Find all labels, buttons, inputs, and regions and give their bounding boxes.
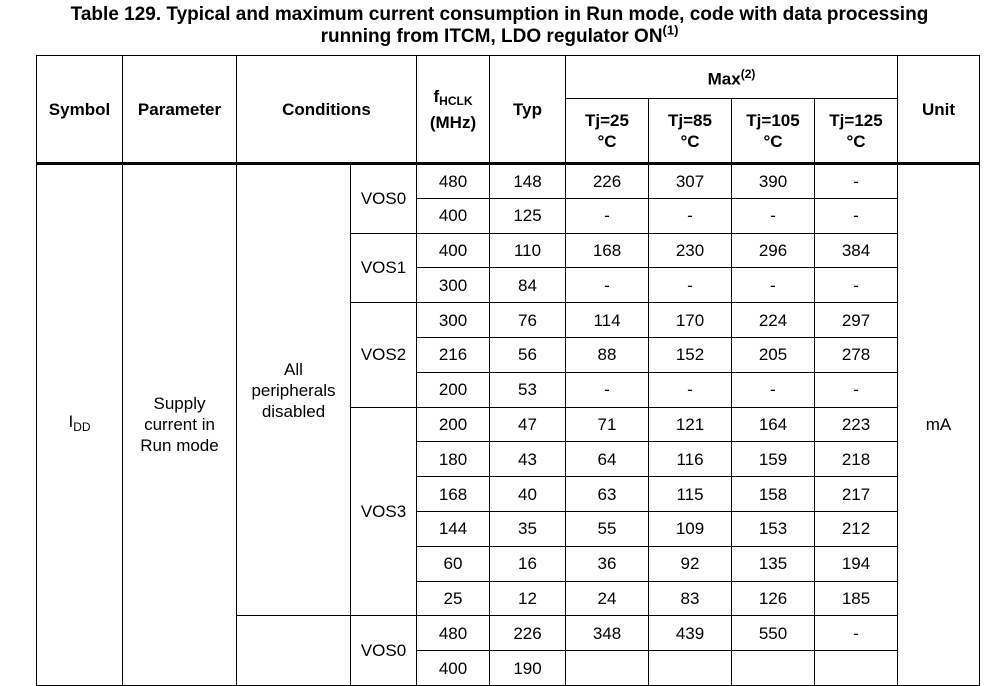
freq-cell: 168 <box>417 477 490 512</box>
table-row <box>37 164 980 199</box>
max-25-cell: 55 <box>566 511 649 546</box>
max-85-cell <box>649 651 732 686</box>
symbol-cell: $I_{DD}$ <box>37 164 123 686</box>
freq-cell: 400 <box>417 651 490 686</box>
max-125-cell: 217 <box>815 477 898 512</box>
max-25-cell: - <box>566 268 649 303</box>
max-25-cell: 71 <box>566 407 649 442</box>
header-max: Max$^{(2)}$ <box>566 56 898 99</box>
max-85-cell: 152 <box>649 337 732 372</box>
max-125-cell: 212 <box>815 511 898 546</box>
typ-cell: 12 <box>490 581 566 616</box>
header-tj-25: Tj=25 °C <box>566 99 649 164</box>
max-105-cell: 159 <box>732 442 815 477</box>
max-85-cell: 115 <box>649 477 732 512</box>
typ-cell: 56 <box>490 337 566 372</box>
max-125-cell: - <box>815 198 898 233</box>
max-25-cell: - <box>566 198 649 233</box>
max-125-cell: 223 <box>815 407 898 442</box>
max-125-cell: 194 <box>815 546 898 581</box>
max-25-cell: 114 <box>566 303 649 338</box>
max-105-cell: - <box>732 372 815 407</box>
typ-cell: 110 <box>490 233 566 268</box>
max-125-cell: - <box>815 616 898 651</box>
max-105-cell: 126 <box>732 581 815 616</box>
vos-cell: VOS3 <box>351 407 417 616</box>
max-125-cell: 384 <box>815 233 898 268</box>
max-85-cell: 121 <box>649 407 732 442</box>
current-consumption-table <box>36 55 980 686</box>
typ-cell: 226 <box>490 616 566 651</box>
freq-cell: 144 <box>417 511 490 546</box>
max-25-cell: 88 <box>566 337 649 372</box>
freq-cell: 60 <box>417 546 490 581</box>
max-85-cell: 230 <box>649 233 732 268</box>
max-25-cell: 168 <box>566 233 649 268</box>
freq-cell: 200 <box>417 372 490 407</box>
freq-cell: 480 <box>417 616 490 651</box>
header-parameter: Parameter <box>123 56 237 164</box>
freq-cell: 25 <box>417 581 490 616</box>
freq-cell: 300 <box>417 268 490 303</box>
max-125-cell: - <box>815 372 898 407</box>
max-25-cell: 36 <box>566 546 649 581</box>
max-25-cell: 63 <box>566 477 649 512</box>
max-125-cell: 185 <box>815 581 898 616</box>
condition-group-cell: All peripherals disabled <box>237 164 351 616</box>
header-tj-105: Tj=105 °C <box>732 99 815 164</box>
max-85-cell: 92 <box>649 546 732 581</box>
typ-cell: 47 <box>490 407 566 442</box>
max-105-cell: 158 <box>732 477 815 512</box>
table-title <box>0 4 999 48</box>
max-125-cell: - <box>815 164 898 199</box>
header-tj-125: Tj=125 °C <box>815 99 898 164</box>
max-85-cell: - <box>649 268 732 303</box>
max-25-cell: 348 <box>566 616 649 651</box>
max-105-cell: - <box>732 268 815 303</box>
max-125-cell <box>815 651 898 686</box>
header-symbol: Symbol <box>37 56 123 164</box>
freq-cell: 216 <box>417 337 490 372</box>
typ-cell: 43 <box>490 442 566 477</box>
max-125-cell: 278 <box>815 337 898 372</box>
max-105-cell: 550 <box>732 616 815 651</box>
max-85-cell: 116 <box>649 442 732 477</box>
max-85-cell: 109 <box>649 511 732 546</box>
typ-cell: 76 <box>490 303 566 338</box>
max-85-cell: 439 <box>649 616 732 651</box>
max-85-cell: 307 <box>649 164 732 199</box>
vos-cell: VOS0 <box>351 164 417 234</box>
max-105-cell <box>732 651 815 686</box>
title-footnote-ref: (1) <box>662 22 679 38</box>
max-105-cell: 224 <box>732 303 815 338</box>
vos-cell: VOS0 <box>351 616 417 686</box>
typ-cell: 190 <box>490 651 566 686</box>
max-25-cell: 64 <box>566 442 649 477</box>
max-105-cell: - <box>732 198 815 233</box>
max-25-cell: - <box>566 372 649 407</box>
max-footnote-ref: (2) <box>740 67 756 82</box>
header-tj-85: Tj=85 °C <box>649 99 732 164</box>
max-25-cell: 24 <box>566 581 649 616</box>
max-125-cell: 297 <box>815 303 898 338</box>
max-105-cell: 164 <box>732 407 815 442</box>
header-unit: Unit <box>898 56 980 164</box>
max-105-cell: 390 <box>732 164 815 199</box>
title-line-2: running from ITCM, LDO regulator ON$^{(1)}$ <box>320 22 679 47</box>
max-105-cell: 296 <box>732 233 815 268</box>
max-125-cell: 218 <box>815 442 898 477</box>
typ-cell: 35 <box>490 511 566 546</box>
freq-cell: 400 <box>417 198 490 233</box>
max-105-cell: 153 <box>732 511 815 546</box>
freq-cell: 300 <box>417 303 490 338</box>
max-85-cell: 83 <box>649 581 732 616</box>
typ-cell: 125 <box>490 198 566 233</box>
freq-cell: 200 <box>417 407 490 442</box>
freq-cell: 480 <box>417 164 490 199</box>
typ-cell: 40 <box>490 477 566 512</box>
max-85-cell: - <box>649 372 732 407</box>
parameter-cell: Supply current in Run mode <box>123 164 237 686</box>
typ-cell: 16 <box>490 546 566 581</box>
freq-cell: 400 <box>417 233 490 268</box>
max-25-cell <box>566 651 649 686</box>
vos-cell: VOS1 <box>351 233 417 303</box>
title-line-1: Table 129. Typical and maximum current consumption in Run mode, code with data processing <box>70 4 929 25</box>
header-typ: Typ <box>490 56 566 164</box>
header-conditions: Conditions <box>237 56 417 164</box>
max-25-cell: 226 <box>566 164 649 199</box>
typ-cell: 148 <box>490 164 566 199</box>
unit-cell: mA <box>898 164 980 686</box>
vos-cell: VOS2 <box>351 303 417 407</box>
max-85-cell: 170 <box>649 303 732 338</box>
max-105-cell: 135 <box>732 546 815 581</box>
typ-cell: 53 <box>490 372 566 407</box>
condition-group-cell-2 <box>237 616 351 686</box>
freq-cell: 180 <box>417 442 490 477</box>
typ-cell: 84 <box>490 268 566 303</box>
max-105-cell: 205 <box>732 337 815 372</box>
max-125-cell: - <box>815 268 898 303</box>
max-85-cell: - <box>649 198 732 233</box>
header-frequency: fHCLK (MHz) <box>417 56 490 164</box>
